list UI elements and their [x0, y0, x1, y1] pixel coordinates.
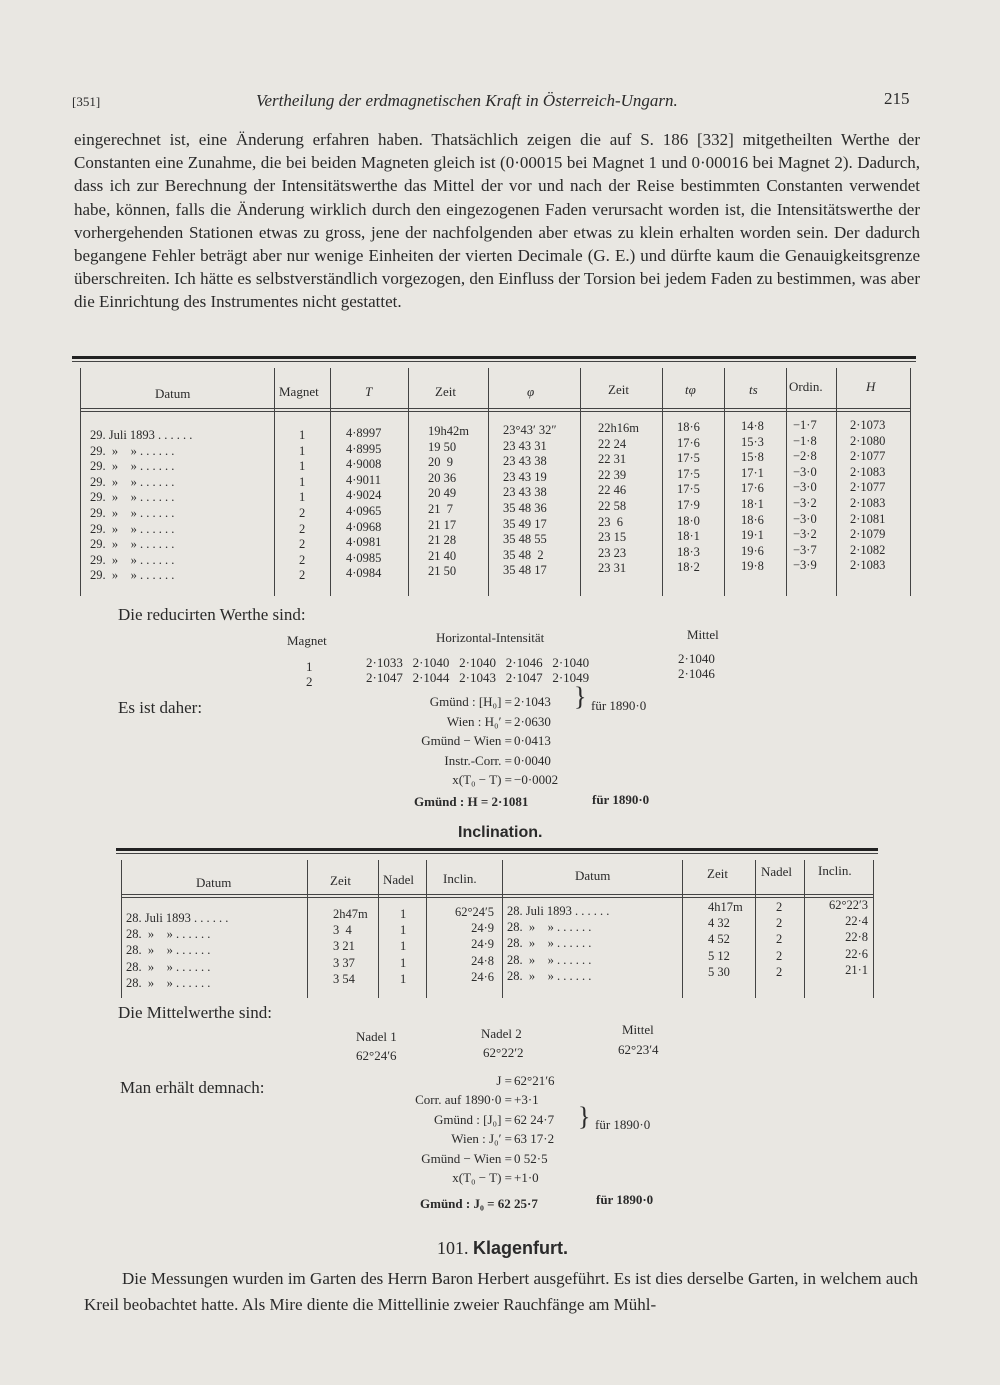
reduced-head-magnet: Magnet	[287, 633, 327, 648]
means-nadel2: 62°22′2	[483, 1045, 524, 1060]
col2-datum: 28. Juli 1893 . . . . . . 28. » » . . . . . . 28. » » . . . . . . 28. » » . . . . . . 28. » » . . . . . .	[126, 911, 229, 990]
means-nadel2-head: Nadel 2	[481, 1026, 522, 1041]
col2-nadel-2: 2 2 2 2 2	[776, 900, 783, 979]
section-heading	[437, 1238, 568, 1259]
reduced-row2-values: 2·1047 2·1044 2·1043 2·1047 2·1049	[366, 670, 590, 685]
table2-vline	[755, 860, 756, 998]
reduced-label: Die reducirten Werthe sind:	[118, 605, 306, 624]
reduced-row2-magnet: 2	[306, 674, 313, 689]
col2-zeit: 2h47m 3 4 3 21 3 37 3 54	[333, 907, 368, 986]
th-H: H	[866, 379, 876, 394]
table2-vline	[502, 860, 503, 998]
section-number: 101.	[437, 1238, 469, 1258]
col2-zeit-2: 4h17m 4 32 4 52 5 12 5 30	[708, 900, 743, 979]
brace-icon: }	[574, 682, 587, 711]
inclination-title: Inclination.	[458, 824, 543, 841]
table1-vline	[274, 368, 275, 596]
reduced-row1-values: 2·1033 2·1040 2·1040 2·1046 2·1040	[366, 655, 590, 670]
col-H: 2·1073 2·1080 2·1077 2·1083 2·1077 2·1083 2·1081 2·1079 2·1082 2·1083	[850, 418, 886, 573]
means-label: Die Mittelwerthe sind:	[118, 1003, 272, 1022]
reduced-head-h: Horizontal-Intensität	[436, 630, 545, 645]
means-mittel: 62°23′4	[618, 1042, 659, 1057]
col-zeit1: 19h42m 19 50 20 9 20 36 20 49 21 7 21 17 21 28 21 40 21 50	[428, 424, 469, 579]
col2-nadel: 1 1 1 1 1	[400, 907, 407, 986]
th2-inclin: Inclin.	[443, 871, 477, 886]
table1-vline	[910, 368, 911, 596]
th2-datum: Datum	[196, 875, 232, 890]
calc-j-right: 62°21′6 +3·1 62 24·7 63 17·2 0 52·5 +1·0	[514, 1073, 555, 1186]
th2-inclin-2: Inclin.	[818, 863, 852, 878]
table2-vline	[307, 860, 308, 998]
table1-vline	[488, 368, 489, 596]
table2-vline	[682, 860, 683, 998]
calc-h-result-epoch: für 1890·0	[592, 792, 650, 807]
col-ordin: −1·7 −1·8 −2·8 −3·0 −3·0 −3·2 −3·0 −3·2 −3·7 −3·9	[793, 418, 817, 573]
table2-header-rule	[121, 894, 873, 895]
th-T: T	[365, 384, 373, 399]
col-tphi: 18·6 17·6 17·5 17·5 17·5 17·9 18·0 18·1 18·3 18·2	[677, 420, 700, 575]
table2-top-rule-thin	[116, 853, 878, 854]
table1-vline	[786, 368, 787, 596]
page-ref: [351]	[72, 94, 101, 109]
th-datum: Datum	[155, 386, 191, 401]
section-title: Klagenfurt.	[473, 1238, 569, 1258]
means-nadel1: 62°24′6	[356, 1048, 397, 1063]
table2-vline	[378, 860, 379, 998]
col-datum: 29. Juli 1893 . . . . . . 29. » » . . . . . . 29. » » . . . . . . 29. » » . . . . . . 29. » » . . . . . . 29. » » . . . . . . 29. » » . . . . . . 29. » » . . . . . . 29. » » . . . . . . 29. » » . . . . . .	[90, 428, 193, 583]
table1-top-rule	[72, 356, 916, 359]
calc-h-left: Gmünd : [H₀] = Wien : H₀′ = Gmünd − Wien = Instr.-Corr. = x(T₀ − T) =	[421, 694, 512, 787]
table2-top-rule	[116, 848, 878, 851]
col2-datum-2: 28. Juli 1893 . . . . . . 28. » » . . . . . . 28. » » . . . . . . 28. » » . . . . . . 28. » » . . . . . .	[507, 904, 610, 983]
th2-nadel-2: Nadel	[761, 864, 793, 879]
table2-vline	[121, 860, 122, 998]
col-zeit2: 22h16m 22 24 22 31 22 39 22 46 22 58 23 6 23 15 23 23 23 31	[598, 421, 639, 576]
running-title: Vertheilung der erdmagnetischen Kraft in Österreich-Ungarn.	[256, 91, 678, 110]
th-tphi: tφ	[685, 382, 696, 397]
table2-vline	[873, 860, 874, 998]
calc-h-epoch: für 1890·0	[591, 698, 647, 713]
th2-nadel: Nadel	[383, 872, 415, 887]
table1-vline	[724, 368, 725, 596]
th-ordin: Ordin.	[789, 379, 823, 394]
table1-vline	[330, 368, 331, 596]
means-nadel1-head: Nadel 1	[356, 1029, 397, 1044]
closing-text: Die Messungen wurden im Garten des Herrn Baron Herbert ausgeführt. Es ist dies derselbe Garten, in welchem auch Kreil beobachtet hatte. Als Mire diente die Mittellinie zweier Rauchfänge am Mühl-	[84, 1269, 918, 1314]
table1-vline	[580, 368, 581, 596]
th2-zeit: Zeit	[330, 873, 351, 888]
closing-paragraph	[84, 1266, 918, 1318]
th-zeit: Zeit	[435, 384, 456, 399]
th-zeit-2: Zeit	[608, 382, 629, 397]
th2-zeit-2: Zeit	[707, 866, 728, 881]
th-ts: ts	[749, 382, 758, 397]
calc-j-result-epoch: für 1890·0	[596, 1192, 654, 1207]
col-ts: 14·8 15·3 15·8 17·1 17·6 18·1 18·6 19·1 19·6 19·8	[741, 419, 764, 574]
col2-inclin-2: 62°22′3 22·4 22·8 22·6 21·1	[829, 898, 868, 977]
means-mittel-head: Mittel	[622, 1022, 654, 1037]
intro-text: eingerechnet ist, eine Änderung erfahren haben. Thatsächlich zeigen die auf S. 186 [332] mitgetheilten Werthe der Constanten eine Zunahme, die bei beiden Magneten gleich ist (0·00015 bei Magnet 1 und 0·00016 bei Magnet 2). Dadurch, dass ich zur Berechnung der Intensitätswerthe das Mittel der vor und nach der Reise bestimmten Constanten verwendet habe, können, falls die Änderung wirklich durch den eingezogenen Faden verursacht worden ist, die Intensitätswerthe der vorhergehenden Stationen etwas zu gross, jene der nachfolgenden aber etwas zu klein erhalten worden sein. Der dadurch begangene Fehler beträgt aber nur wenige Einheiten der vierten Decimale (G. E.) und dürfte kaum die Genauigkeitsgrenze überschreiten. Ich hätte es selbstverständlich vorgezogen, den Einfluss der Torsion bei jedem Faden zu bestimmen, was aber die Einrichtung des Instrumentes nicht gestattet.	[74, 130, 920, 312]
calc-h-result: Gmünd : H = 2·1081	[414, 794, 529, 809]
th-phi: φ	[527, 384, 535, 399]
col-T: 4·8997 4·8995 4·9008 4·9011 4·9024 4·0965 4·0968 4·0981 4·0985 4·0984	[346, 426, 382, 581]
table1-vline	[80, 368, 81, 596]
table1-vline	[662, 368, 663, 596]
reduced-row2-mittel: 2·1046	[678, 666, 715, 681]
calc-j-label: Man erhält demnach:	[120, 1078, 265, 1097]
th2-datum-2: Datum	[575, 868, 611, 883]
intro-paragraph	[74, 128, 920, 314]
table2-vline	[426, 860, 427, 998]
calc-j-epoch: für 1890·0	[595, 1117, 651, 1132]
brace-icon: }	[578, 1102, 591, 1131]
col-phi: 23°43′ 32″ 23 43 31 23 43 38 23 43 19 23 43 38 35 48 36 35 49 17 35 48 55 35 48 2 35 48 17	[503, 423, 557, 578]
calc-h-right: 2·1043 2·0630 0·0413 0·0040 −0·0002	[514, 694, 559, 787]
table1-vline	[836, 368, 837, 596]
reduced-row1-magnet: 1	[306, 659, 313, 674]
table2-vline	[804, 860, 805, 998]
calc-h-label: Es ist daher:	[118, 698, 203, 717]
reduced-head-mittel: Mittel	[687, 627, 719, 642]
th-magnet: Magnet	[279, 384, 319, 399]
page-number: 215	[884, 89, 910, 108]
table1-vline	[408, 368, 409, 596]
calc-j-left: J = Corr. auf 1890·0 = Gmünd : [J₀] = Wien : J₀′ = Gmünd − Wien = x(T₀ − T) =	[415, 1073, 512, 1186]
reduced-row1-mittel: 2·1040	[678, 651, 715, 666]
table1-top-rule-thin	[72, 361, 916, 362]
calc-j-result: Gmünd : J₀ = 62 25·7	[420, 1196, 538, 1211]
col-magnet: 1 1 1 1 1 2 2 2 2 2	[299, 428, 306, 583]
table2-header-rule-2	[121, 897, 873, 898]
col2-inclin: 62°24′5 24·9 24·9 24·8 24·6	[455, 905, 494, 984]
